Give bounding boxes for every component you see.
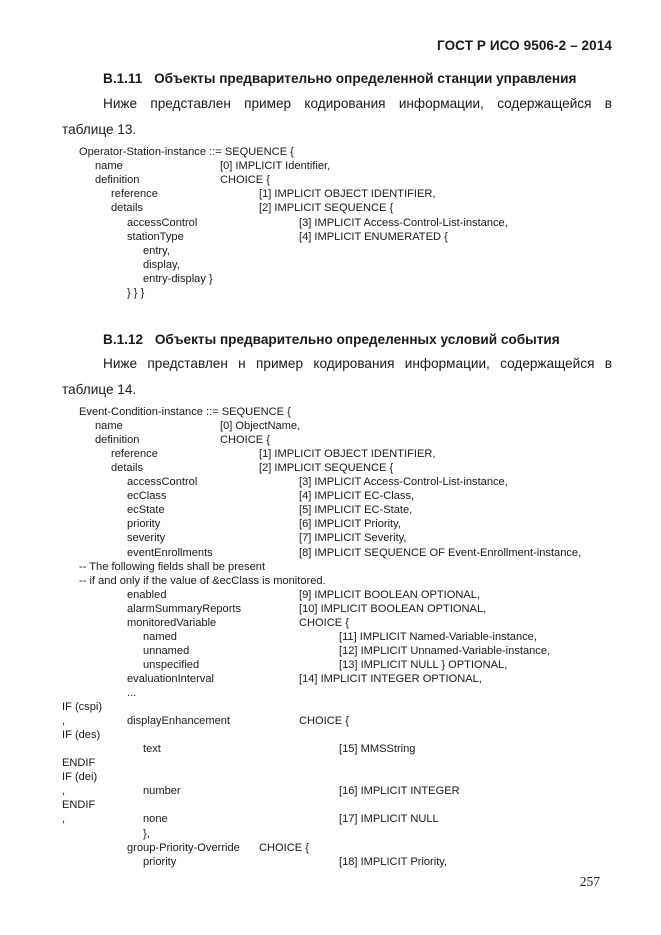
section-title: Объекты предварительно определенных условий события — [154, 332, 560, 347]
code-token: , — [62, 715, 66, 728]
code-token: details — [111, 202, 144, 215]
code-line — [0, 588, 661, 602]
code-value: CHOICE { — [259, 841, 309, 854]
code-token: entry, — [143, 244, 170, 257]
code-line — [0, 602, 661, 616]
code-line — [0, 244, 661, 258]
code-token: ... — [127, 687, 137, 699]
code-value: [0] ObjectName, — [220, 420, 301, 433]
code-value: [1] IMPLICIT OBJECT IDENTIFIER, — [259, 448, 436, 461]
code-token: alarmSummaryReports — [127, 602, 242, 615]
code-line — [0, 841, 661, 855]
section-number: B.1.11 — [103, 71, 143, 86]
code-value: [15] MMSString — [339, 743, 416, 756]
code-token: eventEnrollments — [127, 546, 213, 559]
code-line — [0, 159, 661, 173]
code-line — [0, 560, 661, 574]
section-heading-b112 — [103, 332, 560, 347]
code-token: name — [95, 160, 123, 173]
code-line — [0, 461, 661, 475]
code-line — [0, 798, 661, 812]
paragraph-line: Ниже представлен пример кодирования информации, содержащейся в — [103, 96, 612, 111]
code-line — [0, 489, 661, 503]
section-title: Объекты предварительно определенной станции управления — [154, 71, 577, 86]
code-line — [0, 644, 661, 658]
code-line — [0, 574, 661, 588]
code-value: [8] IMPLICIT SEQUENCE OF Event-Enrollment-instance, — [299, 546, 582, 559]
code-token: unnamed — [143, 644, 190, 657]
code-value: [16] IMPLICIT INTEGER — [339, 785, 460, 798]
code-value: [10] IMPLICIT BOOLEAN OPTIONAL, — [299, 602, 487, 615]
code-value: [5] IMPLICIT EC-State, — [299, 504, 413, 517]
code-line — [0, 812, 661, 826]
code-token: text — [143, 743, 161, 756]
code-value: [4] IMPLICIT EC-Class, — [299, 490, 415, 503]
code-token: }, — [143, 827, 150, 840]
code-value: [4] IMPLICIT ENUMERATED { — [299, 230, 448, 243]
code-token: -- The following fields shall be present — [79, 560, 266, 573]
paragraph-line: Ниже представлен н пример кодирования информации, содержащейся в — [103, 356, 612, 371]
code-token: display, — [143, 258, 180, 271]
code-token: details — [111, 462, 144, 475]
code-line — [0, 742, 661, 756]
code-value: [1] IMPLICIT OBJECT IDENTIFIER, — [259, 188, 436, 201]
code-token: reference — [111, 448, 158, 461]
code-token: evaluationInterval — [127, 672, 214, 685]
code-value: [0] IMPLICIT Identifier, — [220, 160, 331, 173]
code-line — [0, 173, 661, 187]
code-line — [0, 616, 661, 630]
code-token: accessControl — [127, 476, 198, 489]
code-token: unspecified — [143, 658, 200, 671]
code-line — [0, 686, 661, 700]
code-token: priority — [143, 855, 177, 868]
paragraph-line: таблице 14. — [62, 382, 137, 397]
code-token: IF (des) — [62, 729, 101, 742]
code-line — [0, 700, 661, 714]
code-line — [0, 672, 661, 686]
code-token: severity — [127, 532, 166, 545]
page-number: 257 — [579, 874, 600, 889]
code-line — [0, 531, 661, 545]
code-value: [18] IMPLICIT Priority, — [339, 855, 448, 868]
code-token: ecState — [127, 504, 165, 517]
code-value: [11] IMPLICIT Named-Variable-instance, — [339, 630, 537, 643]
code-value: [3] IMPLICIT Access-Control-List-instance, — [299, 476, 508, 489]
code-value: CHOICE { — [299, 616, 349, 629]
code-value: [7] IMPLICIT Severity, — [299, 532, 407, 545]
code-value: [2] IMPLICIT SEQUENCE { — [259, 202, 394, 215]
code-token: accessControl — [127, 216, 198, 229]
code-token: enabled — [127, 588, 167, 601]
code-value: number — [143, 785, 181, 798]
code-value: [14] IMPLICIT INTEGER OPTIONAL, — [299, 672, 482, 685]
code-line — [0, 756, 661, 770]
code-token: name — [95, 420, 123, 433]
document-header: ГОСТ Р ИСО 9506-2 – 2014 — [437, 38, 612, 53]
code-token: -- if and only if the value of &ecClass is monitored. — [79, 574, 326, 587]
code-line — [0, 419, 661, 433]
code-value: displayEnhancement — [127, 715, 230, 728]
code-token: named — [143, 630, 177, 643]
code-token: group-Priority-Override — [127, 841, 240, 854]
code-value: [17] IMPLICIT NULL — [339, 813, 439, 826]
code-line — [0, 405, 661, 419]
code-line — [0, 216, 661, 230]
code-line — [0, 187, 661, 201]
code-line — [0, 503, 661, 517]
code-value: [2] IMPLICIT SEQUENCE { — [259, 462, 394, 475]
code-line — [0, 447, 661, 461]
code-token: ENDIF — [62, 757, 96, 770]
code-line — [0, 728, 661, 742]
code-line — [0, 145, 661, 159]
code-token: , — [62, 785, 66, 798]
code-token: IF (cspi) — [62, 701, 103, 714]
code-line — [0, 784, 661, 798]
code-value: [12] IMPLICIT Unnamed-Variable-instance, — [339, 644, 551, 657]
code-token: stationType — [127, 230, 184, 243]
code-token: ENDIF — [62, 799, 96, 812]
code-token: } } } — [127, 287, 145, 299]
code-token: monitoredVariable — [127, 616, 217, 629]
code-line — [0, 201, 661, 215]
code-token: Event-Condition-instance ::= SEQUENCE { — [79, 406, 291, 418]
paragraph-line: таблице 13. — [62, 122, 137, 137]
code-value: [9] IMPLICIT BOOLEAN OPTIONAL, — [299, 588, 481, 601]
code-line — [0, 714, 661, 728]
code-token: IF (dei) — [62, 771, 98, 784]
code-line — [0, 658, 661, 672]
code-line — [0, 258, 661, 272]
code-token: ecClass — [127, 490, 167, 503]
code-line — [0, 272, 661, 286]
code-line — [0, 286, 661, 300]
code-line — [0, 475, 661, 489]
code-token: Operator-Station-instance ::= SEQUENCE { — [79, 146, 294, 158]
section-number: B.1.12 — [103, 332, 144, 347]
code-value: CHOICE { — [220, 174, 270, 187]
code-value: none — [143, 813, 168, 826]
code-line — [0, 546, 661, 560]
code-token: entry-display } — [143, 272, 213, 285]
code-line — [0, 770, 661, 784]
code-line — [0, 827, 661, 841]
code-line — [0, 855, 661, 869]
code-value: [13] IMPLICIT NULL } OPTIONAL, — [339, 658, 508, 671]
code-token: definition — [95, 174, 140, 187]
code-value: CHOICE { — [299, 715, 349, 728]
code-token: reference — [111, 188, 158, 201]
code-line — [0, 230, 661, 244]
code-value: [3] IMPLICIT Access-Control-List-instance, — [299, 216, 508, 229]
code-token: priority — [127, 518, 161, 531]
section-heading-b111 — [103, 71, 576, 86]
code-value: [6] IMPLICIT Priority, — [299, 518, 401, 531]
code-line — [0, 630, 661, 644]
code-value: CHOICE { — [220, 434, 270, 447]
code-token: definition — [95, 434, 140, 447]
code-line — [0, 433, 661, 447]
code-token: , — [62, 813, 66, 826]
code-line — [0, 517, 661, 531]
